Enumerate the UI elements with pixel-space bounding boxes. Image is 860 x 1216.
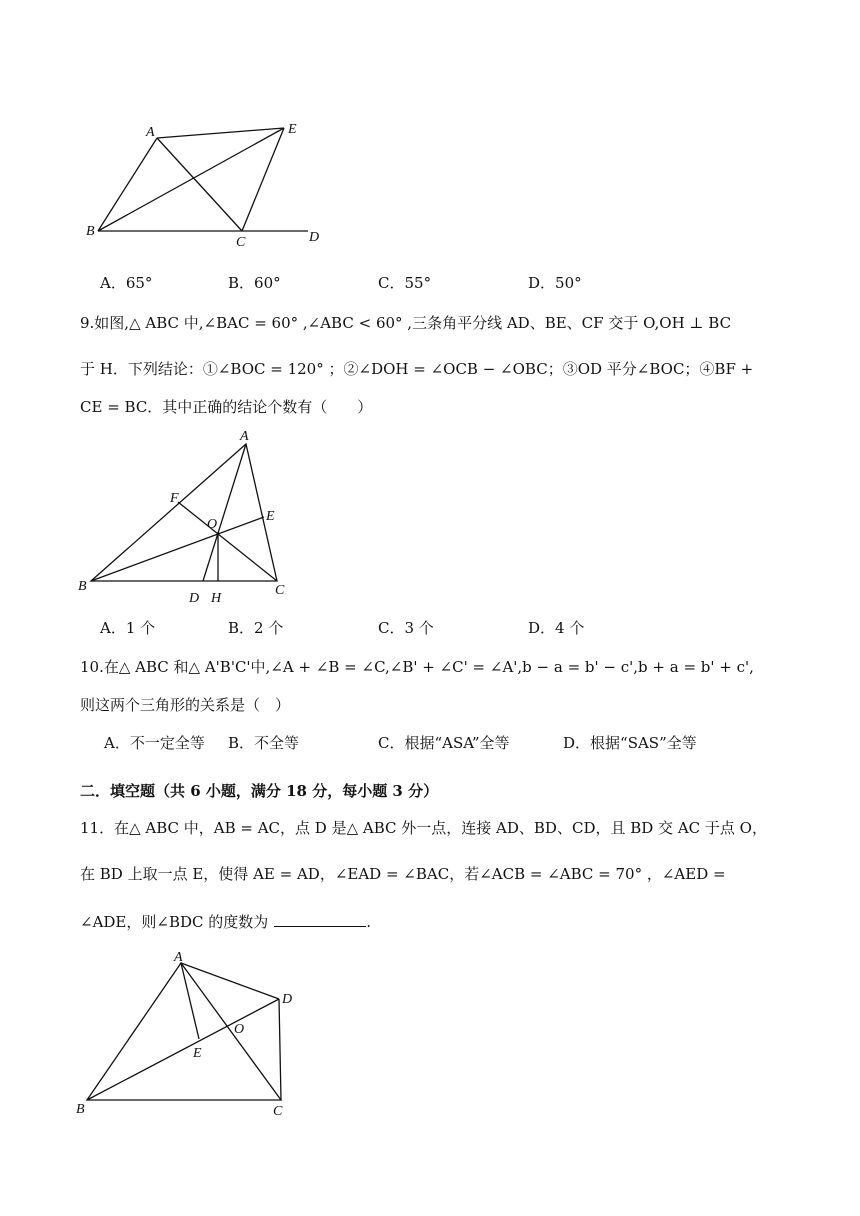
q10-option-d: D．根据“SAS”全等 bbox=[563, 734, 697, 752]
q9-option-c: C．3 个 bbox=[378, 619, 434, 637]
fig9-label-f: F bbox=[170, 491, 179, 506]
fig11-label-a: A bbox=[174, 950, 183, 965]
fig9-label-o: O bbox=[207, 517, 218, 532]
q10-line-1: 10.在△ ABC 和△ A'B'C'中,∠A + ∠B = ∠C,∠B' + ∠C' = ∠A',b − a = b' − c',b + a = b' + c', bbox=[80, 658, 754, 676]
fig11-label-c: C bbox=[273, 1104, 283, 1119]
fig8-label-c: C bbox=[236, 235, 246, 250]
fig9-label-e: E bbox=[266, 509, 275, 524]
q11-figure bbox=[70, 945, 320, 1120]
q9-line-1: 9.如图,△ ABC 中,∠BAC = 60° ,∠ABC < 60° ,三条角平分线 AD、BE、CF 交于 O,OH ⊥ BC bbox=[80, 314, 732, 332]
q11-answer-blank[interactable] bbox=[274, 912, 366, 927]
q8-option-a: A．65° bbox=[100, 274, 153, 292]
q9-figure bbox=[70, 422, 300, 608]
fig9-label-b: B bbox=[78, 579, 87, 594]
fig9-label-c: C bbox=[275, 583, 285, 598]
q10-option-c: C．根据“ASA”全等 bbox=[378, 734, 510, 752]
fig8-label-d: D bbox=[309, 230, 320, 245]
q9-option-d: D．4 个 bbox=[528, 619, 585, 637]
fig9-label-a: A bbox=[240, 429, 249, 444]
q9-line-3: CE = BC．其中正确的结论个数有（ ） bbox=[80, 398, 373, 416]
fig11-label-d: D bbox=[282, 992, 293, 1007]
fig11-label-b: B bbox=[76, 1102, 85, 1117]
q8-option-c: C．55° bbox=[378, 274, 432, 292]
q11-line-3 bbox=[80, 912, 371, 932]
q11-line-3-text: ∠ADE，则∠BDC 的度数为 bbox=[80, 913, 269, 931]
q8-option-d: D．50° bbox=[528, 274, 582, 292]
fig11-label-o: O bbox=[234, 1022, 245, 1037]
q11-line-3-end: . bbox=[366, 913, 372, 931]
q10-option-a: A．不一定全等 bbox=[104, 734, 205, 752]
fig8-label-e: E bbox=[288, 122, 297, 137]
fig9-label-d: D bbox=[189, 591, 200, 606]
fig8-label-b: B bbox=[86, 224, 95, 239]
fig8-label-a: A bbox=[146, 125, 155, 140]
q11-line-1: 11．在△ ABC 中，AB = AC，点 D 是△ ABC 外一点，连接 AD、BD、CD，且 BD 交 AC 于点 O， bbox=[80, 819, 767, 837]
q8-figure bbox=[80, 115, 340, 250]
fig11-label-e: E bbox=[193, 1046, 202, 1061]
q9-option-b: B．2 个 bbox=[228, 619, 284, 637]
fig9-label-h: H bbox=[211, 591, 222, 606]
section-heading-fill-in: 二．填空题（共 6 小题，满分 18 分，每小题 3 分） bbox=[80, 782, 439, 800]
q8-option-b: B．60° bbox=[228, 274, 281, 292]
q10-line-2: 则这两个三角形的关系是（ ） bbox=[80, 696, 291, 714]
q10-option-b: B．不全等 bbox=[228, 734, 300, 752]
q9-option-a: A．1 个 bbox=[100, 619, 156, 637]
q9-line-2: 于 H．下列结论：①∠BOC = 120° ；②∠DOH = ∠OCB − ∠OBC；③OD 平分∠BOC；④BF + bbox=[80, 360, 754, 378]
q11-line-2: 在 BD 上取一点 E，使得 AE = AD，∠EAD = ∠BAC，若∠ACB = ∠ABC = 70° ，∠AED = bbox=[80, 865, 726, 883]
